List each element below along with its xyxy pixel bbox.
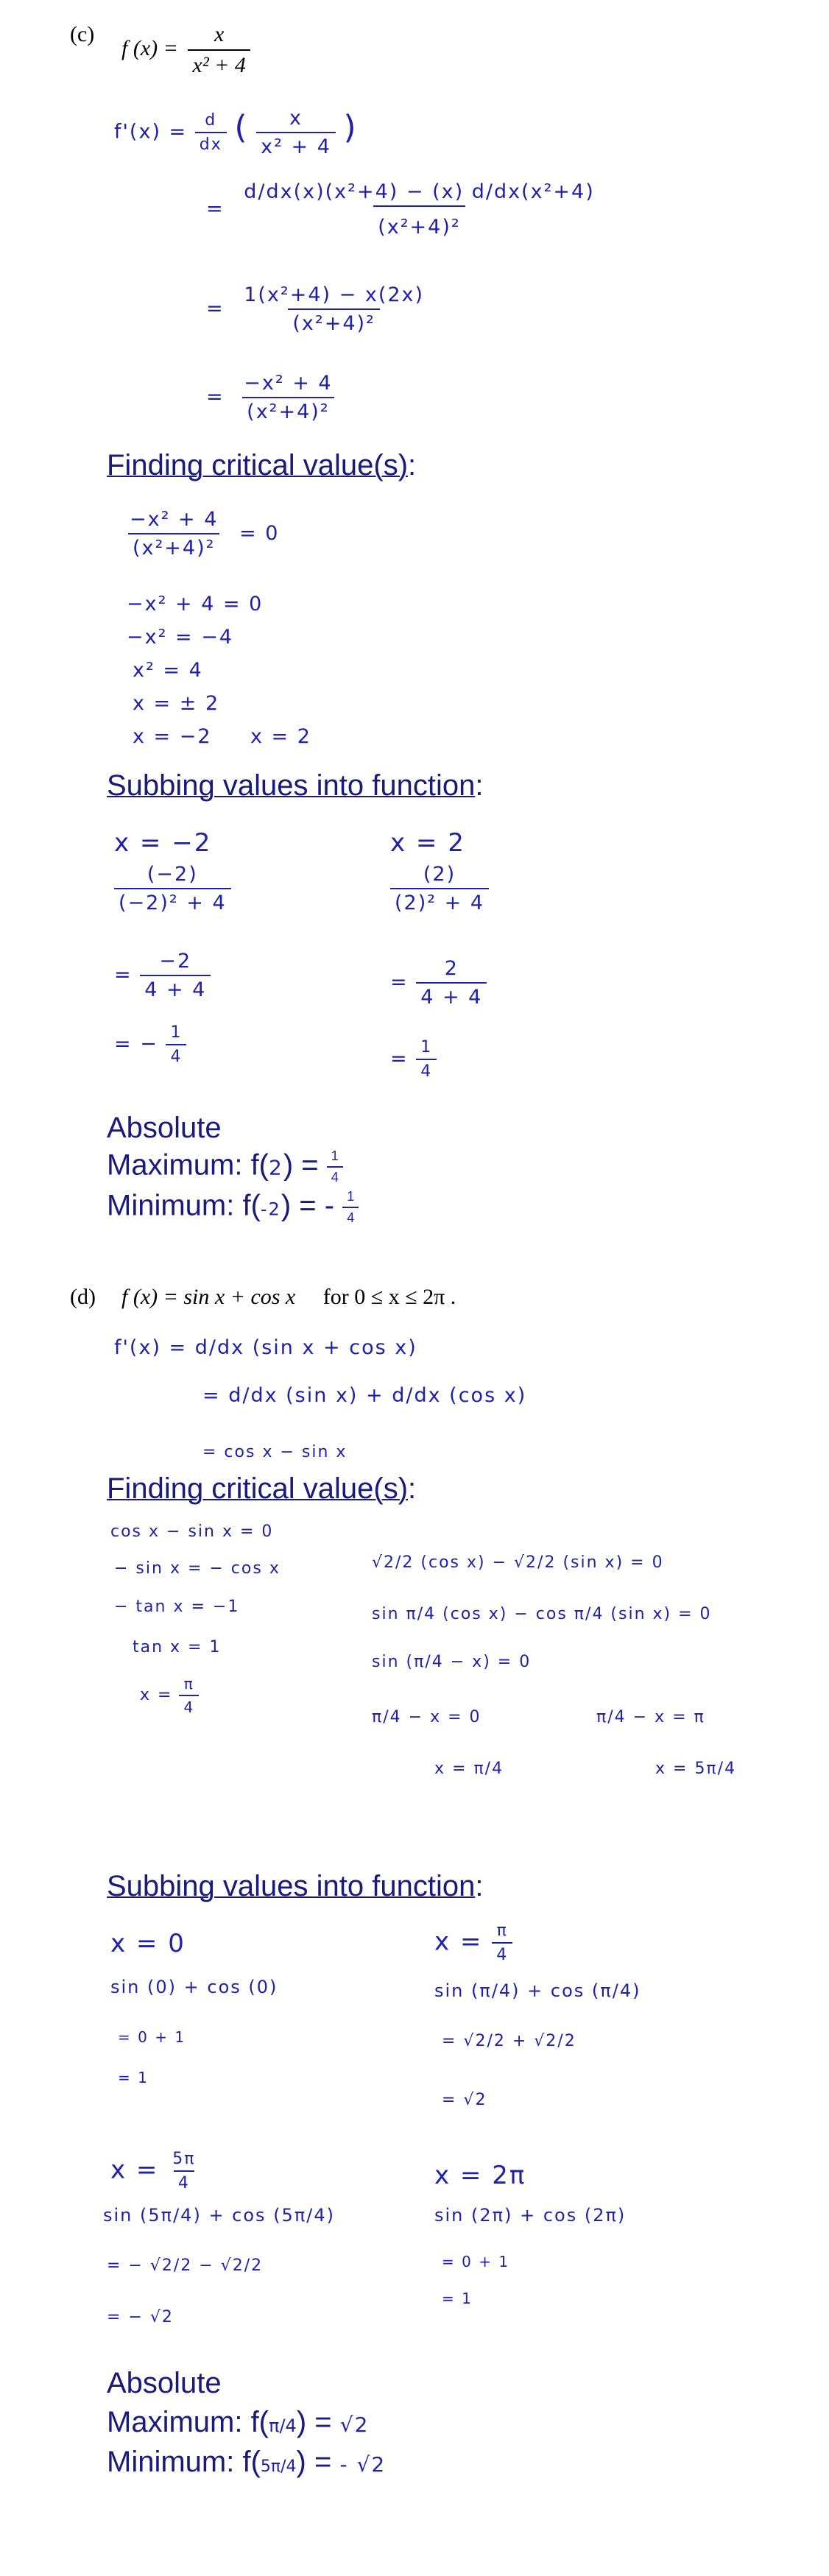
c-abs-max bbox=[107, 1148, 343, 1185]
c-sub-right-fraction bbox=[390, 863, 489, 914]
d-crit-r3: sin (π/4 − x) = 0 bbox=[372, 1653, 532, 1671]
c-ddx-den: dx bbox=[195, 132, 227, 154]
c-sub-right-res-num: 1 bbox=[420, 1038, 433, 1056]
c-sub-right-step-num: 2 bbox=[444, 957, 459, 980]
c-ddx-num: d bbox=[205, 111, 217, 130]
d-abs-min bbox=[107, 2446, 386, 2479]
d-sub-c-l3: = − √2 bbox=[107, 2308, 174, 2326]
d-deriv-l1: f'(x) = d/dx (sin x + cos x) bbox=[114, 1336, 417, 1359]
part-d-function bbox=[121, 1285, 456, 1310]
d-crit-r2: sin π/4 (cos x) − cos π/4 (sin x) = 0 bbox=[372, 1605, 712, 1623]
c-abs-min-num: 1 bbox=[347, 1189, 355, 1204]
c-sub-left-step: = $\frac{-2}{4 + 4}$ bbox=[114, 950, 211, 1001]
d-sub-b-x bbox=[434, 1922, 512, 1964]
c-sub-left-sign: = − bbox=[114, 1032, 158, 1056]
c-deriv-line2: = $\frac{\text{d/dx(x)(x²+4) − (x) d/dx(x²+4)}}{\text{(x²+4)²}}$ bbox=[206, 180, 599, 239]
d-sub-b-x-frac bbox=[492, 1922, 512, 1964]
c-abs-min bbox=[107, 1189, 359, 1226]
part-d-domain: for 0 ≤ x ≤ 2π . bbox=[322, 1285, 456, 1309]
c-sub-right-step: = $\frac{2}{4 + 4}$ bbox=[390, 957, 487, 1009]
d-sub-b-x-num: π bbox=[496, 1922, 508, 1940]
c-deriv-line3: = $\frac{\text{1(x²+4) − x(2x)}}{\text{(x²+4)²}}$ bbox=[206, 283, 428, 335]
c-abs-max-val: 2 bbox=[269, 1155, 283, 1180]
c-abs-title: Absolute bbox=[107, 1112, 222, 1144]
d-abs-min-close: ) = bbox=[296, 2446, 332, 2478]
c-sub-right-step-frac bbox=[416, 957, 487, 1009]
c-sub-left-step-num: −2 bbox=[159, 950, 192, 973]
c-crit-heading: Finding critical value(s) bbox=[107, 449, 409, 481]
d-sub-a-l3: = 1 bbox=[118, 2069, 149, 2086]
part-c-function bbox=[121, 22, 250, 78]
d-crit-l5-frac bbox=[179, 1675, 199, 1716]
d-sub-b-x-pre: x = bbox=[434, 1927, 483, 1957]
d-crit-heading-row bbox=[107, 1472, 416, 1506]
c-sub-right-res-frac bbox=[416, 1038, 437, 1081]
part-d-fx: f (x) = sin x + cos x bbox=[121, 1285, 296, 1309]
d-sub-c-x bbox=[110, 2150, 200, 2192]
c-crit-s3: x² = 4 bbox=[133, 659, 203, 682]
c-sub-right-den: (2)² + 4 bbox=[390, 888, 489, 914]
c-abs-max-close: ) = bbox=[283, 1148, 319, 1182]
c-sub-left-result bbox=[114, 1023, 186, 1066]
c-crit-colon: : bbox=[408, 449, 417, 481]
part-c-fx-num: x bbox=[214, 22, 225, 46]
c-inner-num: x bbox=[289, 107, 303, 130]
d-crit-heading: Finding critical value(s) bbox=[107, 1472, 409, 1505]
c-abs-max-frac bbox=[327, 1148, 343, 1185]
d-sub-a-l2: = 0 + 1 bbox=[118, 2028, 186, 2046]
d-sub-c-l1: sin (5π/4) + cos (5π/4) bbox=[103, 2205, 335, 2226]
d-sub-b-l3: = √2 bbox=[442, 2091, 487, 2109]
d-abs-max-label: Maximum: f( bbox=[107, 2406, 269, 2438]
c-sub-left-res-num: 1 bbox=[170, 1023, 183, 1042]
d-sub-d-l2: = 0 + 1 bbox=[442, 2253, 510, 2270]
d-abs-max-close: ) = bbox=[296, 2406, 332, 2438]
c-crit-s5a: x = −2 bbox=[133, 725, 212, 748]
part-c-fraction bbox=[188, 22, 250, 78]
c-abs-min-den: 4 bbox=[342, 1207, 359, 1226]
c-crit-eq bbox=[125, 508, 279, 560]
c-crit-s1: −x² + 4 = 0 bbox=[127, 593, 264, 615]
d-abs-min-val: - √2 bbox=[339, 2452, 387, 2477]
c-crit-heading-row bbox=[107, 449, 416, 482]
d-crit-r4b: π/4 − x = π bbox=[596, 1708, 705, 1726]
c-deriv-inner bbox=[256, 107, 336, 158]
c-sub-heading-row bbox=[107, 769, 483, 802]
d-sub-c-x-den: 4 bbox=[174, 2170, 194, 2192]
d-abs-max-arg: π/4 bbox=[269, 2416, 297, 2436]
d-crit-l5-den: 4 bbox=[179, 1695, 199, 1716]
d-crit-l2: − sin x = − cos x bbox=[114, 1559, 281, 1578]
c-sub-right-step-den: 4 + 4 bbox=[416, 982, 487, 1009]
c-sub-left-frac bbox=[114, 863, 231, 914]
c-sub-colon: : bbox=[475, 769, 484, 802]
c-sub-left-den: (−2)² + 4 bbox=[114, 888, 231, 914]
c-result-num: −x² + 4 bbox=[244, 372, 333, 395]
d-sub-b-x-den: 4 bbox=[492, 1942, 512, 1964]
d-deriv-l3: = cos x − sin x bbox=[202, 1443, 348, 1461]
c-crit-rhs: = 0 bbox=[239, 521, 280, 545]
c-sub-right-sign: = bbox=[390, 1047, 409, 1070]
c-deriv-quotient bbox=[239, 180, 599, 239]
d-sub-b-l2: = √2/2 + √2/2 bbox=[442, 2032, 576, 2050]
d-crit-r1: √2/2 (cos x) − √2/2 (sin x) = 0 bbox=[372, 1553, 664, 1572]
d-abs-max bbox=[107, 2406, 369, 2439]
d-crit-r4a: π/4 − x = 0 bbox=[372, 1708, 481, 1726]
c-sub-left-fraction bbox=[114, 863, 231, 914]
part-c-label: (c) bbox=[70, 22, 95, 46]
d-crit-l1: cos x − sin x = 0 bbox=[110, 1522, 274, 1541]
d-deriv-l2: = d/dx (sin x) + d/dx (cos x) bbox=[202, 1384, 527, 1407]
c-q-den: (x²+4)² bbox=[373, 205, 465, 239]
c-sub-right-frac bbox=[390, 863, 489, 914]
c-deriv-ddx bbox=[195, 111, 227, 154]
c-abs-max-num: 1 bbox=[331, 1148, 339, 1163]
d-crit-colon: : bbox=[408, 1472, 417, 1505]
c-abs-min-frac bbox=[342, 1189, 359, 1226]
part-c-fx: f (x) = bbox=[121, 35, 178, 60]
c-inner-den: x² + 4 bbox=[256, 132, 336, 158]
d-sub-d-x: x = 2π bbox=[434, 2161, 526, 2190]
d-crit-l5-lhs: x = bbox=[140, 1686, 173, 1704]
c-sub-left-res-frac bbox=[166, 1023, 186, 1066]
part-d-label: (d) bbox=[70, 1285, 96, 1309]
d-sub-a-l1: sin (0) + cos (0) bbox=[110, 1977, 278, 1997]
d-sub-colon: : bbox=[475, 1870, 484, 1902]
d-abs-title: Absolute bbox=[107, 2367, 222, 2399]
c-result-den: (x²+4)² bbox=[242, 397, 334, 423]
d-crit-l3: − tan x = −1 bbox=[114, 1598, 240, 1616]
c-deriv-lhs: f'(x) = bbox=[114, 120, 188, 144]
c-abs-max-label: Maximum: f( bbox=[107, 1148, 269, 1182]
c-abs-min-close: ) = - bbox=[281, 1189, 335, 1222]
c-sub-right-res-den: 4 bbox=[416, 1059, 437, 1081]
c-abs-min-label: Minimum: f( bbox=[107, 1189, 261, 1222]
d-sub-c-x-pre: x = bbox=[110, 2155, 159, 2185]
d-sub-d-l3: = 1 bbox=[442, 2290, 473, 2307]
c-step-den: (x²+4)² bbox=[288, 308, 380, 335]
c-deriv-result bbox=[239, 372, 336, 423]
c-sub-left-step-den: 4 + 4 bbox=[140, 975, 211, 1001]
c-crit-s2: −x² = −4 bbox=[127, 626, 234, 649]
c-crit-s4: x = ± 2 bbox=[133, 692, 220, 715]
d-abs-min-label: Minimum: f( bbox=[107, 2446, 261, 2478]
d-crit-l5-num: π bbox=[183, 1675, 194, 1693]
d-crit-r5a: x = π/4 bbox=[434, 1760, 504, 1778]
d-sub-d-l1: sin (2π) + cos (2π) bbox=[434, 2205, 627, 2226]
d-sub-heading: Subbing values into function bbox=[107, 1870, 476, 1902]
c-sub-right-x: x = 2 bbox=[390, 828, 465, 858]
c-abs-min-val: -2 bbox=[260, 1199, 281, 1220]
c-sub-left-x: x = −2 bbox=[114, 828, 212, 858]
c-abs-max-den: 4 bbox=[327, 1166, 343, 1185]
c-sub-left-step-frac bbox=[140, 950, 211, 1001]
d-sub-a-x: x = 0 bbox=[110, 1929, 186, 1958]
d-crit-l5 bbox=[140, 1675, 199, 1716]
c-deriv-step bbox=[239, 283, 428, 335]
c-step-num: 1(x²+4) − x(2x) bbox=[244, 283, 425, 306]
c-sub-left-num: (−2) bbox=[147, 863, 198, 886]
c-sub-right-result bbox=[390, 1038, 437, 1081]
c-deriv-line1: f'(x) = $\frac{d}{dx}$ ( $\frac{x}{\text{x² + 4}}$ ) bbox=[114, 107, 358, 158]
c-crit-s5b: x = 2 bbox=[250, 725, 311, 748]
c-sub-left-res-den: 4 bbox=[166, 1044, 186, 1066]
d-sub-c-x-num: 5π bbox=[172, 2150, 196, 2168]
c-deriv-line4: = $\frac{\text{−x² + 4}}{\text{(x²+4)²}}$ bbox=[206, 372, 337, 423]
c-sub-heading: Subbing values into function bbox=[107, 769, 476, 802]
d-sub-b-l1: sin (π/4) + cos (π/4) bbox=[434, 1980, 641, 2001]
c-crit-num: −x² + 4 bbox=[130, 508, 219, 531]
d-sub-heading-row bbox=[107, 1870, 483, 1903]
d-sub-c-x-frac bbox=[168, 2150, 200, 2192]
d-abs-max-val: √2 bbox=[339, 2413, 370, 2437]
c-sub-right-num: (2) bbox=[423, 863, 456, 886]
c-crit-frac bbox=[125, 508, 222, 560]
part-c-fx-den: x² + 4 bbox=[188, 49, 250, 78]
d-abs-min-arg: 5π/4 bbox=[260, 2457, 297, 2476]
d-crit-r5b: x = 5π/4 bbox=[655, 1760, 737, 1778]
c-crit-den: (x²+4)² bbox=[128, 533, 220, 560]
d-crit-l4: tan x = 1 bbox=[133, 1638, 222, 1656]
c-q-num: d/dx(x)(x²+4) − (x) d/dx(x²+4) bbox=[244, 180, 595, 203]
d-sub-c-l2: = − √2/2 − √2/2 bbox=[107, 2256, 264, 2275]
